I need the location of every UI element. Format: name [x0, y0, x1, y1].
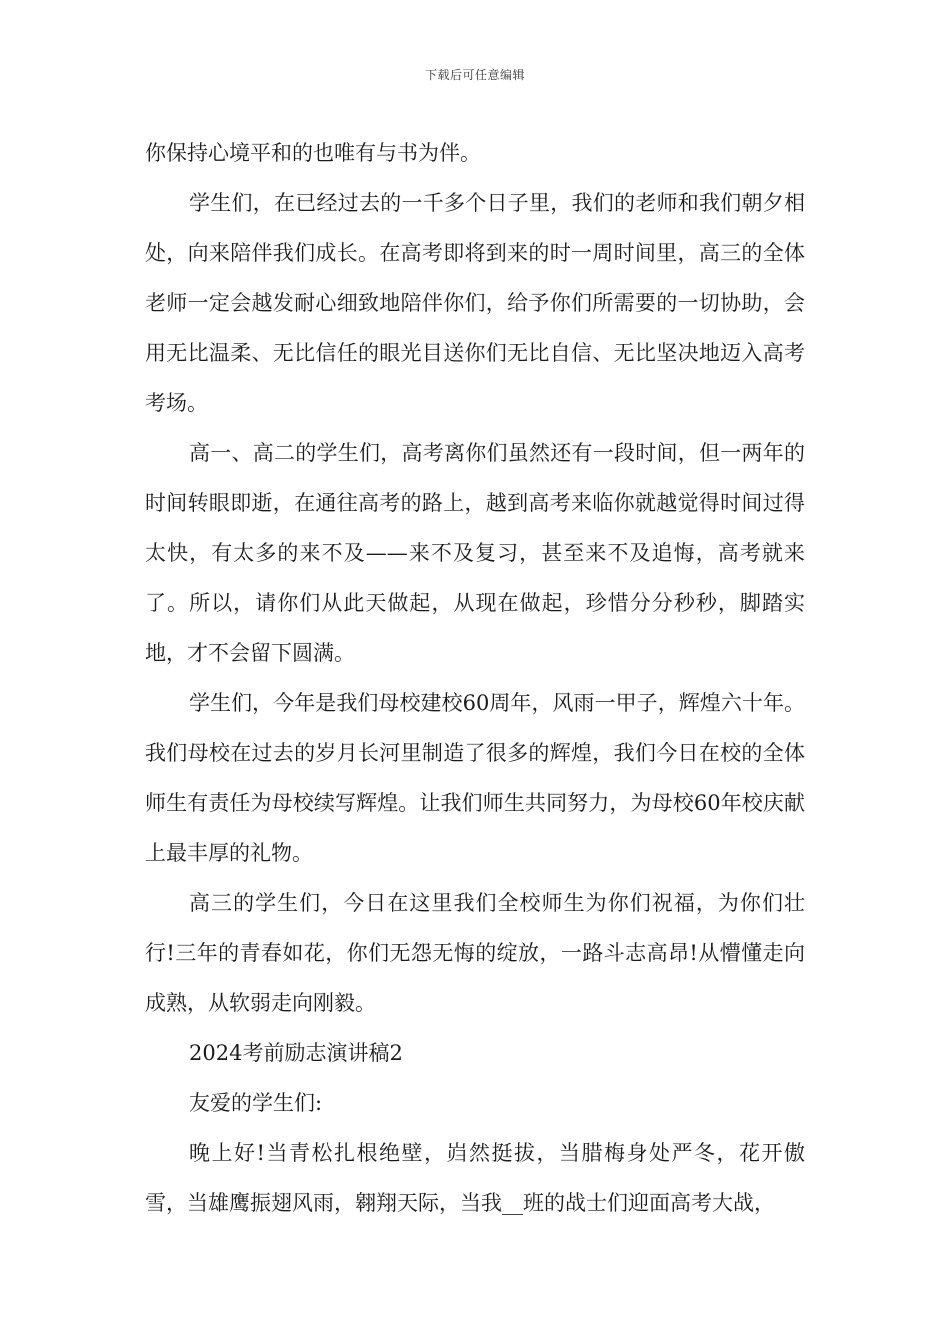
salutation: 友爱的学生们:: [189, 1091, 323, 1115]
paragraph-blessing: 高三的学生们，今日在这里我们全校师生为你们祝福，为你们壮行!三年的青春如花，你们无怨无悔的绽放，一路斗志高昂!从懵懂走向成熟，从软弱走向刚毅。: [145, 891, 805, 1015]
document-body: [145, 128, 805, 1228]
paragraph-junior-students: 高一、高二的学生们，高考离你们虽然还有一段时间，但一两年的时间转眼即逝，在通往高考的路上，越到高考来临你就越觉得时间过得太快，有太多的来不及——来不及复习，甚至来不及追悔，高考就来了。所以，请你们从此天做起，从现在做起，珍惜分分秒秒，脚踏实地，才不会留下圆满。: [145, 441, 805, 665]
paragraph-greeting: 晚上好!当青松扎根绝壁，岿然挺拔，当腊梅身处严冬，花开傲雪，当雄鹰振翅风雨，翱翔天际，当我__班的战士们迎面高考大战，: [145, 1141, 805, 1215]
page-header-note: 下载后可任意编辑: [424, 68, 525, 82]
paragraph-school-anniversary: 学生们，今年是我们母校建校60周年，风雨一甲子，辉煌六十年。我们母校在过去的岁月长河里制造了很多的辉煌，我们今日在校的全体师生有责任为母校续写辉煌。让我们师生共同努力，为母校60年校庆献上最丰厚的礼物。: [145, 691, 805, 865]
paragraph-continuation: 你保持心境平和的也唯有与书为伴。: [145, 141, 481, 165]
paragraph-teachers-company: 学生们，在已经过去的一千多个日子里，我们的老师和我们朝夕相处，向来陪伴我们成长。在高考即将到来的时一周时间里，高三的全体老师一定会越发耐心细致地陪伴你们，给予你们所需要的一切协助，会用无比温柔、无比信任的眼光目送你们无比自信、无比坚决地迈入高考考场。: [145, 191, 805, 415]
section-title: 2024考前励志演讲稿2: [189, 1041, 403, 1065]
